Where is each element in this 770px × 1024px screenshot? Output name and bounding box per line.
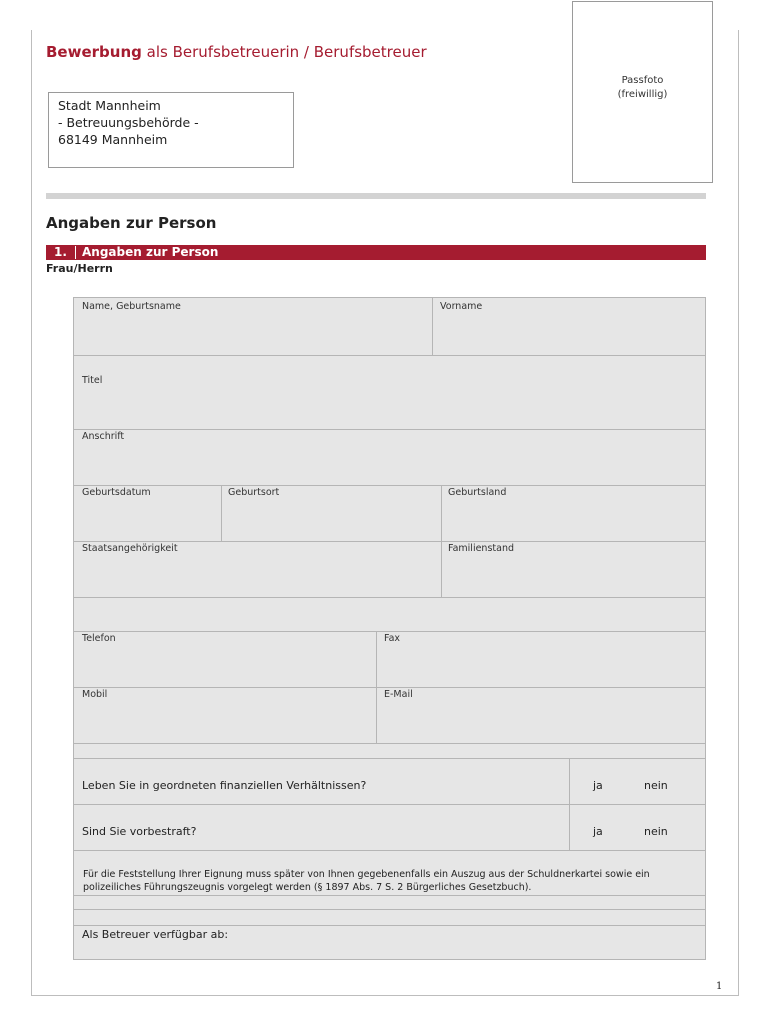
row-divider [74,355,705,356]
photo-label-line1: Passfoto [621,75,664,86]
finances-no-option[interactable]: nein [644,779,668,792]
row-divider [74,925,705,926]
staatsangehoerigkeit-field[interactable]: Staatsangehörigkeit [82,543,178,554]
row-divider [74,850,705,851]
finances-yes-option[interactable]: ja [593,779,603,792]
email-field[interactable]: E-Mail [384,689,413,700]
photo-label-line2: (freiwillig) [617,89,668,100]
cell-divider [432,298,433,355]
page-border-left [31,30,32,995]
address-box [48,92,294,168]
anschrift-field[interactable]: Anschrift [82,431,125,442]
row-divider [74,909,705,910]
cell-divider [221,485,222,541]
title-rest: als Berufsbetreuerin / Berufsbetreuer [146,43,427,61]
divider-bar [46,193,706,199]
address-line-3: 68149 Mannheim [58,132,168,147]
address-line-2: - Betreuungsbehörde - [58,115,199,130]
familienstand-field[interactable]: Familienstand [448,543,514,554]
page-border-right [738,30,739,995]
question-finances: Leben Sie in geordneten finanziellen Verhältnissen? [82,779,367,792]
criminal-record-no-option[interactable]: nein [644,825,668,838]
section-bar [46,245,706,260]
mobil-field[interactable]: Mobil [82,689,108,700]
fax-field[interactable]: Fax [384,633,401,644]
criminal-record-yes-option[interactable]: ja [593,825,603,838]
geburtsort-field[interactable]: Geburtsort [228,487,280,498]
row-divider [74,631,705,632]
row-divider [74,687,705,688]
title-bold: Bewerbung [46,43,142,61]
personal-data-form [73,297,706,960]
row-divider [74,429,705,430]
cell-divider [441,485,442,597]
section-title: Angaben zur Person [82,245,219,259]
passport-photo-label [573,74,712,102]
row-divider [74,743,705,744]
eligibility-note: Für die Feststellung Ihrer Eignung muss später von Ihnen gegebenenfalls ein Auszug aus der Schuldnerkartei sowie ein polizeiliches Führungszeugnis vorgelegt werden (§ 1897 Abs. 7 S. 2 Bürgerliches Gesetzbuch). [83,869,650,893]
row-divider [74,758,705,759]
document-title [46,43,427,61]
titel-field[interactable]: Titel [82,375,103,386]
cell-divider [569,758,570,850]
question-criminal-record: Sind Sie vorbestraft? [82,825,197,838]
address-line-1: Stadt Mannheim [58,98,161,113]
geburtsdatum-field[interactable]: Geburtsdatum [82,487,151,498]
section-separator [75,246,76,259]
salutation: Frau/Herrn [46,262,113,275]
telefon-field[interactable]: Telefon [82,633,116,644]
cell-divider [376,631,377,743]
section-heading: Angaben zur Person [46,214,217,232]
name-field[interactable]: Name, Geburtsname [82,301,181,312]
geburtsland-field[interactable]: Geburtsland [448,487,507,498]
page-number: 1 [716,981,723,992]
row-divider [74,485,705,486]
available-from-field[interactable]: Als Betreuer verfügbar ab: [82,928,229,941]
page-border-bottom [31,995,739,996]
section-number: 1. [54,245,67,259]
row-divider [74,804,705,805]
row-divider [74,597,705,598]
row-divider [74,895,705,896]
row-divider [74,541,705,542]
vorname-field[interactable]: Vorname [440,301,483,312]
passport-photo-box[interactable] [572,1,713,183]
